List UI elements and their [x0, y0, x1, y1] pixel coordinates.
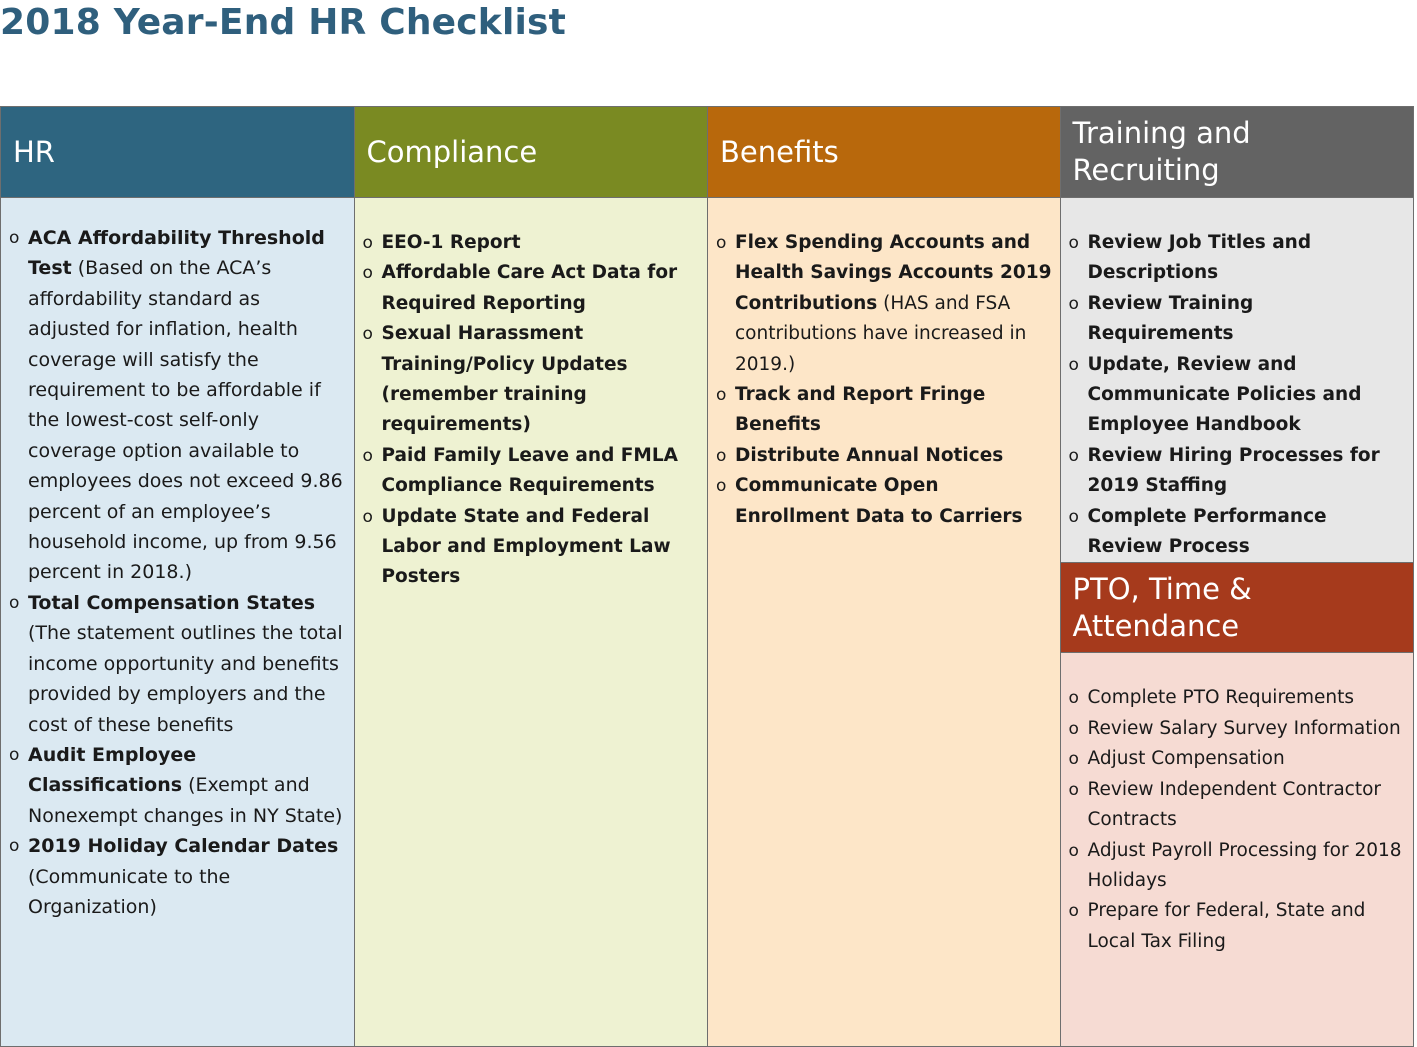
list-item	[1069, 896, 1406, 957]
training-heading-line1: Training and	[1072, 116, 1251, 150]
list-item	[1069, 502, 1406, 563]
list-item	[9, 588, 346, 740]
item-title: Distribute Annual Notices	[735, 444, 1004, 466]
list-item	[716, 228, 1052, 380]
item-title: ACA Affordability Threshold Test	[28, 227, 325, 280]
benefits-heading	[708, 107, 1060, 198]
item-detail: Prepare for Federal, State and Local Tax Filing	[1087, 900, 1366, 952]
list-item	[716, 441, 1052, 471]
item-detail: (HAS and FSA contributions have increased in 2019.)	[735, 292, 1027, 375]
benefits-body	[708, 198, 1060, 1046]
item-title: Flex Spending Accounts and Health Savings Accounts 2019 Contributions	[735, 232, 1052, 314]
item-title: Sexual Harassment Training/Policy Updates (remember training requirements)	[381, 323, 628, 436]
list-item	[1069, 714, 1406, 744]
list-item	[716, 471, 1052, 532]
hr-heading-text: HR	[13, 134, 55, 169]
compliance-heading	[355, 107, 708, 198]
pto-heading-line1: PTO, Time &	[1072, 572, 1252, 607]
list-item	[363, 441, 700, 502]
list-item	[9, 831, 346, 922]
item-detail: Review Salary Survey Information	[1087, 717, 1401, 739]
item-title: Affordable Care Act Data for Required Reporting	[381, 262, 678, 314]
compliance-column	[354, 107, 708, 1046]
list-item	[1069, 683, 1406, 713]
item-detail: (Based on the ACA’s affordability standard as adjusted for inflation, health coverage will satisfy the requirement to be affordable if the lowest-cost self-only coverage option available to employees does not exceed 9.86 percent of an employee’s household income, up from 9.56 percent in 2018.)	[28, 257, 343, 584]
item-detail: (The statement outlines the total income opportunity and benefits provided by employers and the cost of these benefits	[28, 622, 343, 736]
hr-body	[1, 198, 354, 1046]
item-title: Review Hiring Processes for 2019 Staffing	[1087, 444, 1380, 497]
hr-list	[9, 223, 346, 922]
list-item	[1069, 350, 1406, 441]
list-item	[1069, 775, 1406, 836]
benefits-heading-text: Benefits	[720, 134, 839, 169]
item-title: Complete Performance Review Process	[1087, 505, 1327, 558]
hr-heading	[1, 107, 354, 198]
item-detail: Complete PTO Requirements	[1087, 687, 1355, 709]
benefits-list	[716, 228, 1052, 532]
training-body	[1061, 198, 1414, 562]
item-title: Review Job Titles and Descriptions	[1087, 232, 1312, 284]
compliance-body	[355, 198, 708, 1046]
list-item	[363, 502, 700, 593]
training-heading	[1061, 107, 1414, 198]
item-title: Total Compensation States	[28, 591, 316, 614]
list-item	[1069, 441, 1406, 502]
item-title: Communicate Open Enrollment Data to Carriers	[735, 475, 1023, 527]
item-title: EEO-1 Report	[381, 232, 521, 253]
training-pto-column	[1060, 107, 1414, 1046]
list-item	[363, 319, 700, 441]
list-item	[363, 228, 700, 258]
list-item	[1069, 289, 1406, 350]
item-detail: (Communicate to the Organization)	[28, 865, 231, 918]
item-title: 2019 Holiday Calendar Dates	[28, 835, 339, 858]
list-item	[9, 740, 346, 831]
compliance-list	[363, 228, 700, 593]
item-title: Review Training Requirements	[1087, 292, 1254, 345]
item-title: Update, Review and Communicate Policies and Employee Handbook	[1087, 353, 1362, 436]
pto-body	[1061, 653, 1414, 1046]
item-title: Track and Report Fringe Benefits	[735, 384, 986, 436]
list-item	[363, 258, 700, 319]
item-title: Audit Employee Classifications	[28, 743, 197, 797]
pto-heading	[1061, 562, 1414, 653]
item-detail: Adjust Compensation	[1087, 748, 1285, 770]
list-item	[716, 380, 1052, 441]
item-detail: (Exempt and Nonexempt changes in NY State)	[28, 774, 343, 827]
training-list	[1069, 228, 1406, 562]
list-item	[9, 223, 346, 588]
item-detail: Adjust Payroll Processing for 2018 Holidays	[1087, 839, 1402, 891]
checklist-grid	[0, 106, 1414, 1047]
page-title: 2018 Year-End HR Checklist	[0, 2, 567, 43]
benefits-column	[707, 107, 1060, 1046]
hr-column	[1, 107, 354, 1046]
item-detail: Review Independent Contractor Contracts	[1087, 778, 1382, 831]
item-title: Paid Family Leave and FMLA Compliance Requirements	[381, 444, 678, 497]
list-item	[1069, 744, 1406, 774]
pto-list	[1069, 683, 1406, 957]
compliance-heading-text: Compliance	[366, 134, 538, 169]
list-item	[1069, 836, 1406, 897]
pto-heading-line2: Attendance	[1072, 609, 1240, 644]
list-item	[1069, 228, 1406, 289]
training-heading-line2: Recruiting	[1072, 153, 1220, 187]
item-title: Update State and Federal Labor and Employment Law Posters	[381, 505, 671, 588]
